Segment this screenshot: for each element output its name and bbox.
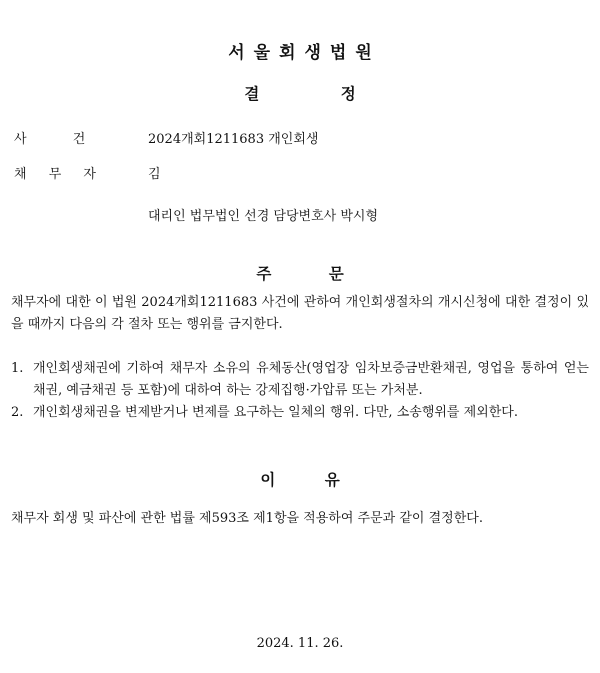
- reason-heading: 이 유: [260, 471, 340, 489]
- reason-text: 채무자 회생 및 파산에 관한 법률 제593조 제1항을 적용하여 주문과 같이 결정한다.: [11, 511, 483, 526]
- case-number: 2024개회1211683 개인회생: [148, 132, 319, 147]
- order-heading: 주 문: [256, 265, 344, 283]
- decision-date: 2024. 11. 26.: [256, 636, 344, 651]
- order-item: [11, 402, 589, 424]
- order-item-number: 1.: [11, 361, 24, 376]
- court-name: 서울회생법원: [228, 43, 381, 63]
- order-item-number: 2.: [11, 405, 24, 420]
- debtor-name: 김: [148, 167, 161, 182]
- document-title: 결 정: [244, 85, 356, 103]
- debtor-label: 채 무 자: [14, 167, 96, 182]
- order-item-text: 개인회생채권을 변제받거나 변제를 요구하는 일체의 행위. 다만, 소송행위를 제외한다.: [33, 405, 518, 420]
- order-item: [11, 358, 589, 402]
- order-text: 채무자에 대한 이 법원 2024개회1211683 사건에 관하여 개인회생절차의 개시신청에 대한 결정이 있을 때까지 다음의 각 절차 또는 행위를 금지한다.: [11, 295, 589, 332]
- debtor-agent: 대리인 법무법인 선경 담당변호사 박시형: [148, 209, 379, 224]
- case-label: 사 건: [14, 132, 86, 147]
- order-items: [11, 358, 589, 424]
- order-item-text: 개인회생채권에 기하여 채무자 소유의 유체동산(영업장 임차보증금반환채권, 영업을 통하여 얻는 채권, 예금채권 등 포함)에 대하여 하는 강제집행·가압류 또는 가처분.: [33, 361, 589, 398]
